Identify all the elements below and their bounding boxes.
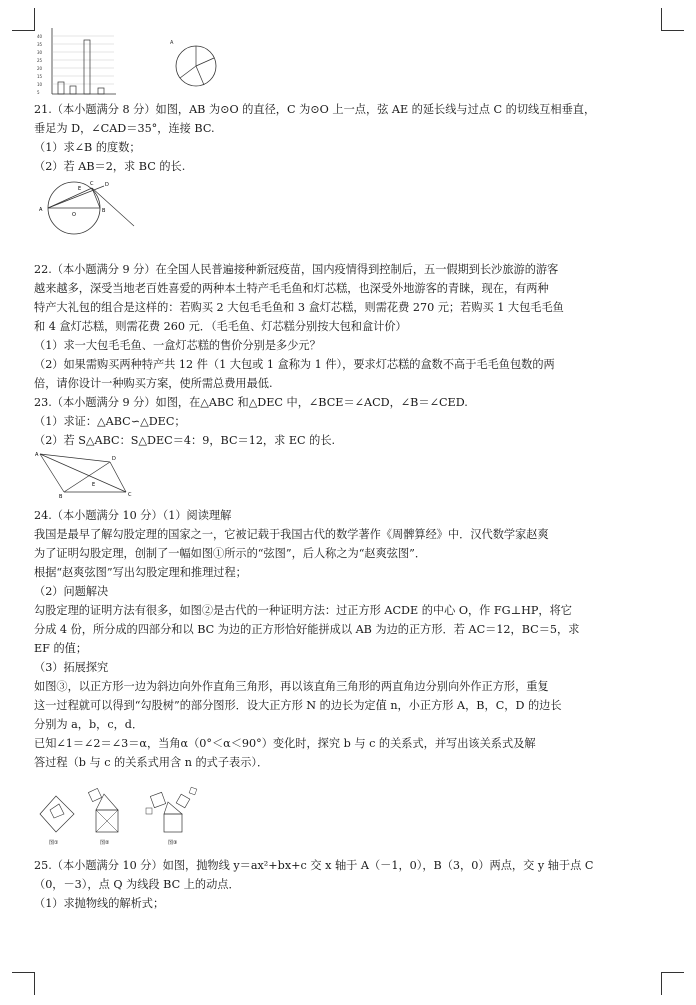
q24-line: （2）问题解决 <box>34 585 109 598</box>
q24-line: 已知∠1＝∠2＝∠3＝α，当角α（0°＜α＜90°）变化时，探究 b 与 c 的关系式，并写出该关系式及解 <box>34 737 536 750</box>
bar-axis-label: 10 <box>37 82 43 87</box>
q23-label-a: A <box>35 452 39 458</box>
q24-line: 答过程（b 与 c 的关系式用含 n 的式子表示）． <box>34 756 269 769</box>
q24-line: （3）拓展探究 <box>34 661 109 674</box>
q24-line: 24.（本小题满分 10 分）（1）阅读理解 <box>34 509 232 522</box>
q21-label-a: A <box>39 207 43 213</box>
q20-figures <box>34 22 234 100</box>
question-23 <box>34 393 660 498</box>
q24-line: 如图③，以正方形一边为斜边向外作直角三角形，再以该直角三角形的两直角边分别向外作正方形，重复 <box>34 680 549 693</box>
q21-line: （1）求∠B 的度数； <box>34 141 141 154</box>
q22-line: （1）求一大包毛毛鱼、一盒灯芯糕的售价分别是多少元？ <box>34 339 321 352</box>
bar-axis-label: 20 <box>37 66 43 71</box>
figure-caption: 图③ <box>168 840 178 846</box>
q24-line: 这一过程就可以得到“勾股树”的部分图形．设大正方形 N 的边长为定值 n，小正方形 A，B，C，D 的边长 <box>34 699 562 712</box>
q22-line: 和 4 盒灯芯糕，则需花费 260 元．（毛毛鱼、灯芯糕分别按大包和盒计价） <box>34 320 407 333</box>
corner-mark-bottom-right <box>661 972 684 995</box>
q22-line: 特产大礼包的组合是这样的：若购买 2 大包毛毛鱼和 3 盒灯芯糕，则需花费 270 元；若购买 1 大包毛毛鱼 <box>34 301 564 314</box>
q23-label-d: D <box>112 456 116 462</box>
bar-axis-label: 25 <box>37 58 43 63</box>
q21-line: （2）若 AB＝2，求 BC 的长. <box>34 160 186 173</box>
q25-line: 25.（本小题满分 10 分）如图，抛物线 y＝ax²+bx+c 交 x 轴于 A（－1，0），B（3，0）两点，交 y 轴于点 C <box>34 859 594 872</box>
q22-line: 22.（本小题满分 9 分）在全国人民普遍接种新冠疫苗，国内疫情得到控制后，五一假期到长沙旅游的游客 <box>34 263 559 276</box>
q21-label-d: D <box>105 182 109 188</box>
q22-line: 越来越多，深受当地老百姓喜爱的两种本土特产毛毛鱼和灯芯糕，也深受外地游客的青睐，现在，有两种 <box>34 282 549 295</box>
pie-label: A <box>170 40 174 46</box>
q24-line: EF 的值； <box>34 642 88 655</box>
corner-mark-top-left <box>12 8 35 31</box>
q25-line: （1）求抛物线的解析式； <box>34 897 165 910</box>
q24-line: 为了证明勾股定理，创制了一幅如图①所示的“弦图”，后人称之为“赵爽弦图”． <box>34 547 427 560</box>
q23-label-e: E <box>92 482 96 488</box>
corner-mark-top-right <box>661 8 684 31</box>
q23-label-b: B <box>59 494 63 498</box>
bar-axis-label: 40 <box>37 34 43 39</box>
q24-line: 分成 4 份，所分成的四部分和以 BC 为边的正方形恰好能拼成以 AB 为边的正方形．若 AC＝12，BC＝5，求 <box>34 623 580 636</box>
q23-line: 23.（本小题满分 9 分）如图，在△ABC 和△DEC 中，∠BCE＝∠ACD，∠B＝∠CED. <box>34 396 468 409</box>
q24-line: 根据“赵爽弦图”写出勾股定理和推理过程； <box>34 566 247 579</box>
q24-figure-1 <box>40 796 74 846</box>
q24-figure-3 <box>146 787 197 846</box>
corner-mark-bottom-left <box>12 972 35 995</box>
bar-axis-label: 15 <box>37 74 43 79</box>
q23-line: （1）求证：△ABC∽△DEC； <box>34 415 186 428</box>
q21-label-b: B <box>102 208 106 214</box>
q24-line: 勾股定理的证明方法有很多，如图②是古代的一种证明方法：过正方形 ACDE 的中心 O，作 FG⊥HP，将它 <box>34 604 572 617</box>
q21-label-e: E <box>78 186 82 192</box>
q24-figure-2 <box>88 788 118 846</box>
figure-caption: 图① <box>49 840 59 846</box>
q25-line: （0，－3），点 Q 为线段 BC 上的动点． <box>34 878 240 891</box>
q22-line: 倍，请你设计一种购买方案，使所需总费用最低. <box>34 377 273 390</box>
question-25 <box>34 856 660 913</box>
q22-line: （2）如果需购买两种特产共 12 件（1 大包或 1 盒称为 1 件），要求灯芯糕的盒数不高于毛毛鱼包数的两 <box>34 358 555 371</box>
q21-label-c: C <box>90 181 94 187</box>
q21-figure <box>34 176 144 238</box>
q24-figures <box>34 786 234 848</box>
q24-line: 我国是最早了解勾股定理的国家之一，它被记载于我国古代的数学著作《周髀算经》中．汉代数学家赵爽 <box>34 528 549 541</box>
q23-line: （2）若 S△ABC：S△DEC＝4：9，BC＝12，求 EC 的长. <box>34 434 336 447</box>
q24-line: 分别为 a，b，c，d． <box>34 718 144 731</box>
q20-pie-chart <box>170 40 216 86</box>
bar-axis-label: 30 <box>37 50 43 55</box>
bar-axis-label: 35 <box>37 42 43 47</box>
question-22 <box>34 260 660 393</box>
q21-label-o: O <box>72 212 76 218</box>
q23-label-c: C <box>128 492 132 498</box>
figure-caption: 图② <box>100 840 110 846</box>
bar-axis-label: 5 <box>37 90 40 95</box>
page-content <box>34 22 660 913</box>
q20-bar-chart <box>37 28 116 95</box>
q23-figure <box>34 450 144 498</box>
question-24 <box>34 506 660 848</box>
q21-line: 21.（本小题满分 8 分）如图，AB 为⊙O 的直径，C 为⊙O 上一点，弦 AE 的延长线与过点 C 的切线互相垂直， <box>34 103 596 116</box>
q21-line: 垂足为 D，∠CAD＝35°，连接 BC. <box>34 122 215 135</box>
question-21 <box>34 100 660 238</box>
